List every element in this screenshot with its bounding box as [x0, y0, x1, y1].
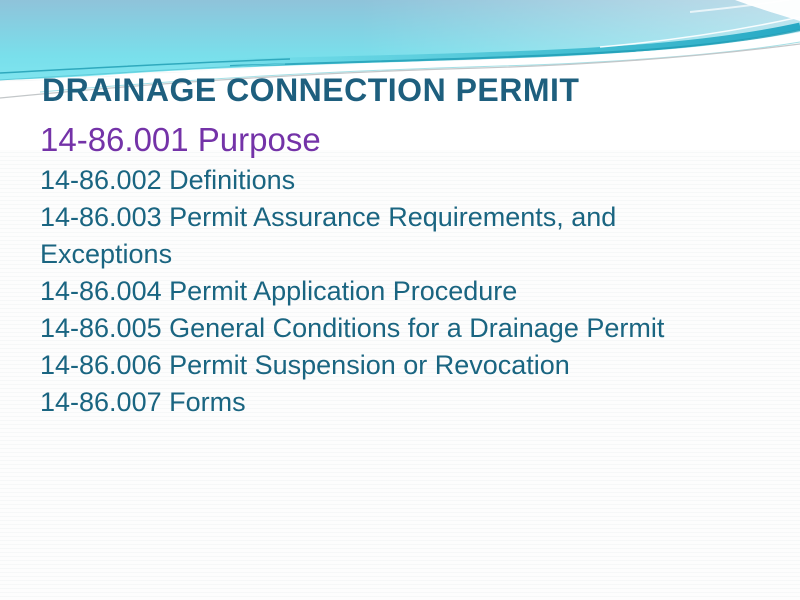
- slide-content: [40, 74, 780, 421]
- slide-title: DRAINAGE CONNECTION PERMIT: [42, 72, 580, 108]
- toc-line: 14-86.006 Permit Suspension or Revocation: [40, 350, 570, 380]
- toc-line: 14-86.004 Permit Application Procedure: [40, 276, 518, 306]
- toc-line: 14-86.007 Forms: [40, 387, 246, 417]
- toc-line: 14-86.005 General Conditions for a Drainage Permit: [40, 313, 665, 343]
- toc-item-highlighted: 14-86.001 Purpose: [40, 121, 321, 158]
- toc-line: 14-86.002 Definitions: [40, 165, 296, 195]
- toc-line: Exceptions: [40, 239, 173, 269]
- toc-line: 14-86.003 Permit Assurance Requirements, and: [40, 202, 617, 232]
